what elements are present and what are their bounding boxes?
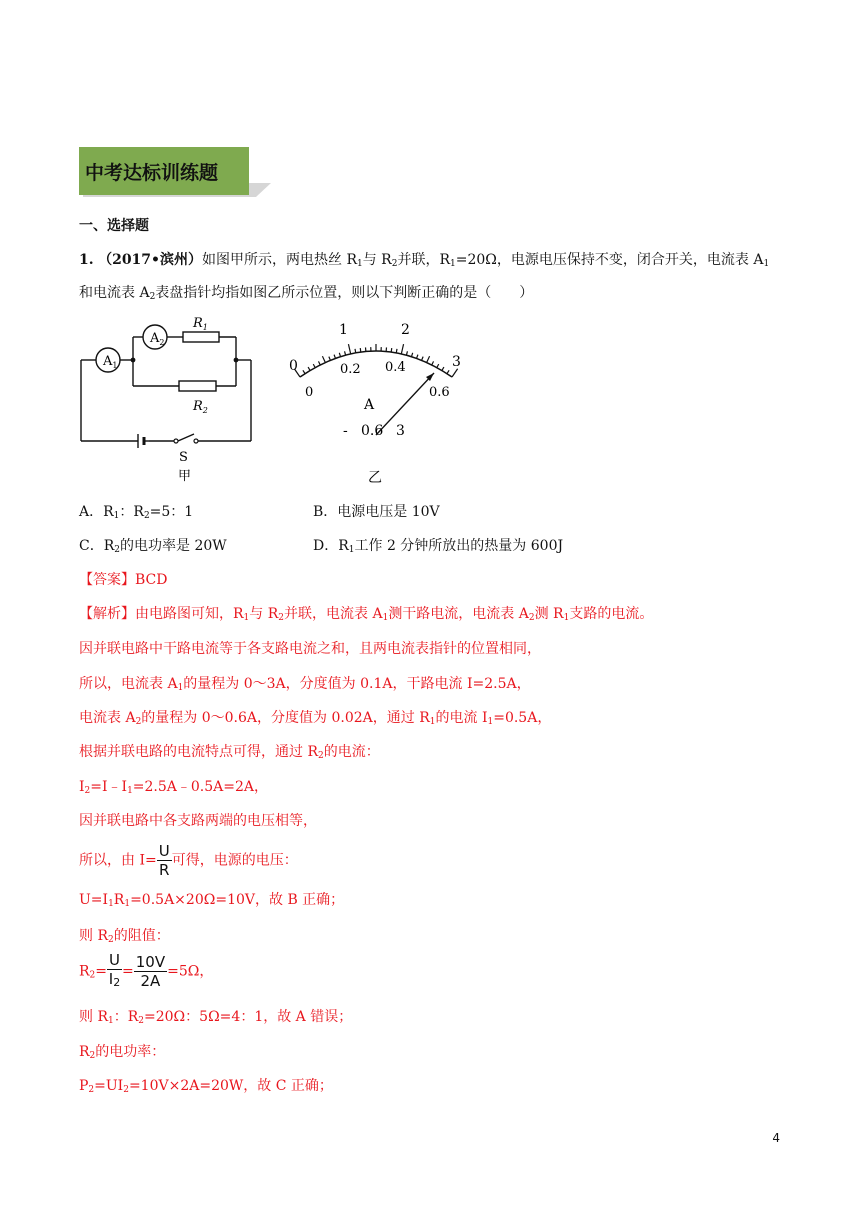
- page-number: 4: [772, 1131, 780, 1145]
- analysis-line-6: $I_2=I﹣I_1=2.5A﹣0.5A=2A$，: [79, 779, 269, 796]
- r2-label: $R_2$: [193, 399, 208, 415]
- dial-unit: A: [364, 397, 375, 413]
- dial-tick: [334, 355, 335, 359]
- r1-label: $R_1$: [193, 316, 208, 332]
- top-scale-3: 3: [452, 354, 461, 370]
- top-scale-2: 2: [401, 322, 410, 338]
- analysis-line-3: 所以，电流表 $A_1$的量程为 0～3A，分度值为 0.1A，干路电流 I=2.5A，: [79, 676, 531, 693]
- analysis-line-7: 因并联电路中各支路两端的电压相等，: [79, 813, 317, 829]
- terminal-0-6: 0.6: [361, 423, 384, 439]
- bottom-scale-1: 0.2: [340, 362, 361, 377]
- bottom-scale-2: 0.4: [385, 360, 406, 375]
- circuit-diagram: [76, 313, 266, 485]
- option-b: B．电源电压是 10V: [313, 504, 440, 520]
- dial-tick: [447, 370, 449, 373]
- dial-tick: [442, 367, 444, 370]
- question-line-2: 和电流表 $A_2$表盘指针均指如图乙所示位置，则以下判断正确的是（ ）: [79, 285, 534, 302]
- analysis-line-9: $U=I_1R_1=0.5A\times 20\Omega=10V$，故 B 正确；: [79, 892, 345, 909]
- answer-line: 【答案】BCD: [79, 572, 168, 588]
- dial-tick: [427, 356, 430, 362]
- dial-tick: [348, 344, 350, 354]
- analysis-line-11: $R_2=$ $\frac{U}{I_2}$ = $\frac{10V}{2A}$ =5Ω，: [79, 951, 214, 990]
- option-d: D．$R_1$工作 2 分钟所放出的热量为 600J: [313, 538, 564, 555]
- analysis-line-12: 则 $R_1$：$R_2=20\Omega$：5Ω=4：1，故 A 错误；: [79, 1009, 353, 1026]
- dial-tick: [422, 357, 424, 361]
- analysis-line-1: 【解析】由电路图可知，$R_1$与 $R_2$并联，电流表 $A_1$测干路电流，电流表 $A_2$测 $R_1$支路的电流。: [79, 606, 654, 623]
- dial-tick: [308, 367, 310, 370]
- option-a: A．$R_1$：$R_2=5$：1: [79, 504, 194, 521]
- dial-tick: [417, 355, 418, 359]
- top-scale-1: 1: [339, 322, 348, 338]
- dial-tick: [303, 370, 305, 373]
- figure-yi-caption: 乙: [368, 470, 382, 486]
- dial-tick: [396, 349, 397, 353]
- ammeter-dial: [284, 315, 474, 487]
- question-line-1: 1. （2017•滨州）如图甲所示，两电热丝 $R_1$与 $R_2$并联，$R_1=20\Omega$，电源电压保持不变，闭合开关，电流表 $A_1$: [79, 252, 770, 269]
- section-heading: 一、选择题: [79, 218, 149, 234]
- dial-tick: [318, 361, 320, 365]
- analysis-line-13: $R_2$的电功率：: [79, 1044, 166, 1061]
- switch-label: S: [179, 450, 188, 465]
- dial-tick: [345, 351, 346, 355]
- analysis-line-5: 根据并联电路的电流特点可得，通过 $R_2$的电流：: [79, 744, 380, 761]
- analysis-line-14: $P_2=UI_2=10V\times 2A=20W$，故 C 正确；: [79, 1078, 333, 1095]
- dial-tick: [437, 364, 439, 368]
- dial-tick: [406, 351, 407, 355]
- option-c: C．$R_2$的电功率是 20W: [79, 538, 227, 555]
- dial-tick: [432, 361, 434, 365]
- figure-jia-caption: 甲: [178, 469, 192, 484]
- dial-tick: [391, 348, 392, 352]
- dial-tick: [401, 344, 403, 354]
- analysis-line-8: 所以，由 I= $\frac{U}{R}$ 可得，电源的电压：: [79, 842, 298, 879]
- dial-tick: [411, 353, 412, 357]
- ammeter-a2-label: $A_2$: [150, 331, 165, 347]
- analysis-line-10: 则 $R_2$的阻值：: [79, 928, 170, 945]
- terminal-3: 3: [396, 423, 405, 439]
- analysis-line-4: 电流表 $A_2$的量程为 0～0.6A，分度值为 0.02A，通过 $R_1$的电流 $I_1=0.5A$，: [79, 710, 552, 727]
- analysis-line-2: 因并联电路中干路电流等于各支路电流之和，且两电流表指针的位置相同，: [79, 641, 541, 657]
- dial-tick: [313, 364, 315, 368]
- banner-title: 中考达标训练题: [85, 162, 219, 184]
- top-scale-0: 0: [289, 358, 298, 374]
- dial-tick: [339, 353, 340, 357]
- terminal-neg: -: [343, 423, 348, 439]
- dial-tick: [355, 349, 356, 353]
- bottom-scale-3: 0.6: [429, 385, 450, 400]
- dial-tick: [360, 348, 361, 352]
- ammeter-a1-label: $A_1$: [103, 354, 118, 370]
- bottom-scale-0: 0: [305, 385, 314, 400]
- dial-tick: [329, 357, 331, 361]
- dial-tick: [322, 356, 325, 362]
